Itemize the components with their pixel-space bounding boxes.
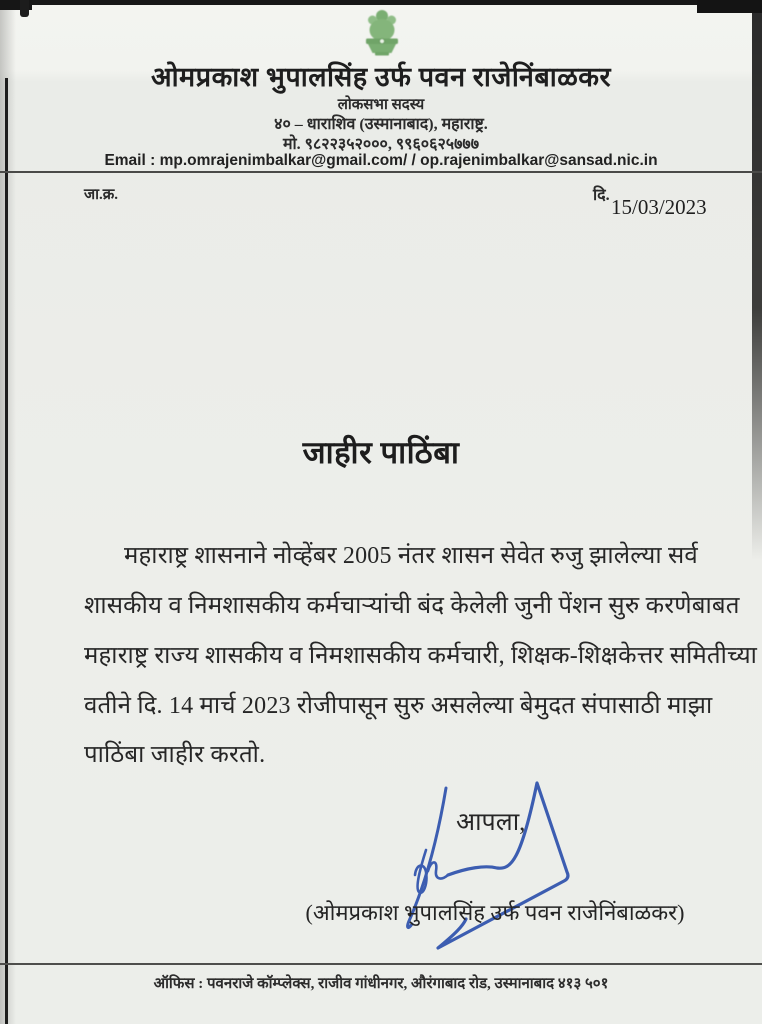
letterhead-designation: लोकसभा सदस्य bbox=[337, 97, 425, 113]
letter-title: जाहीर पाठिंबा bbox=[302, 435, 460, 470]
footer-divider bbox=[0, 963, 762, 965]
letter-body-line: महाराष्ट्र राज्य शासकीय व निमशासकीय कर्मचारी, शिक्षक-शिक्षकेत्तर समितीच्या bbox=[84, 643, 758, 669]
scan-corner-top-right bbox=[697, 0, 762, 13]
scan-left-edge-line bbox=[5, 78, 8, 1024]
letter-body-line: महाराष्ट्र शासनाने नोव्हेंबर 2005 नंतर शासन सेवेत रुजु झालेल्या सर्व bbox=[124, 543, 698, 569]
letterhead-name: ओमप्रकाश भुपालसिंह उर्फ पवन राजेनिंबाळकर bbox=[150, 62, 612, 92]
date-label: दि. bbox=[593, 187, 610, 204]
ashoka-emblem-icon bbox=[355, 4, 409, 58]
letterhead-phone: मो. ९८२२३५२०००, ९९६०६२५७७७ bbox=[282, 136, 480, 153]
letter-body-line: वतीने दि. 14 मार्च 2023 रोजीपासून सुरु असलेल्या बेमुदत संपासाठी माझा bbox=[84, 693, 713, 719]
outward-number-label: जा.क्र. bbox=[84, 187, 119, 203]
closing-salutation: आपला, bbox=[456, 809, 526, 836]
signatory-name: (ओमप्रकाश भुपालसिंह उर्फ पवन राजेनिंबाळकर) bbox=[305, 900, 685, 925]
date-value: 15/03/2023 bbox=[611, 195, 707, 219]
letter-body-line: पाठिंबा जाहीर करतो. bbox=[84, 742, 266, 768]
office-address: ऑफिस : पवनराजे कॉम्प्लेक्स, राजीव गांधीनगर, औरंगाबाद रोड, उस्मानाबाद ४१३ ५०१ bbox=[153, 976, 609, 992]
letter-body-line: शासकीय व निमशासकीय कर्मचाऱ्यांची बंद केलेली जुनी पेंशन सुरु करणेबाबत bbox=[84, 593, 740, 619]
letterhead-email: Email : mp.omrajenimbalkar@gmail.com/ / op.rajenimbalkar@sansad.nic.in bbox=[104, 152, 658, 169]
letterhead-constituency: ४० – धाराशिव (उस्मानाबाद), महाराष्ट्र. bbox=[274, 116, 488, 133]
letterhead-divider bbox=[0, 171, 762, 173]
signature-ink bbox=[395, 772, 585, 964]
scan-corner-top-left-stub bbox=[20, 0, 29, 17]
